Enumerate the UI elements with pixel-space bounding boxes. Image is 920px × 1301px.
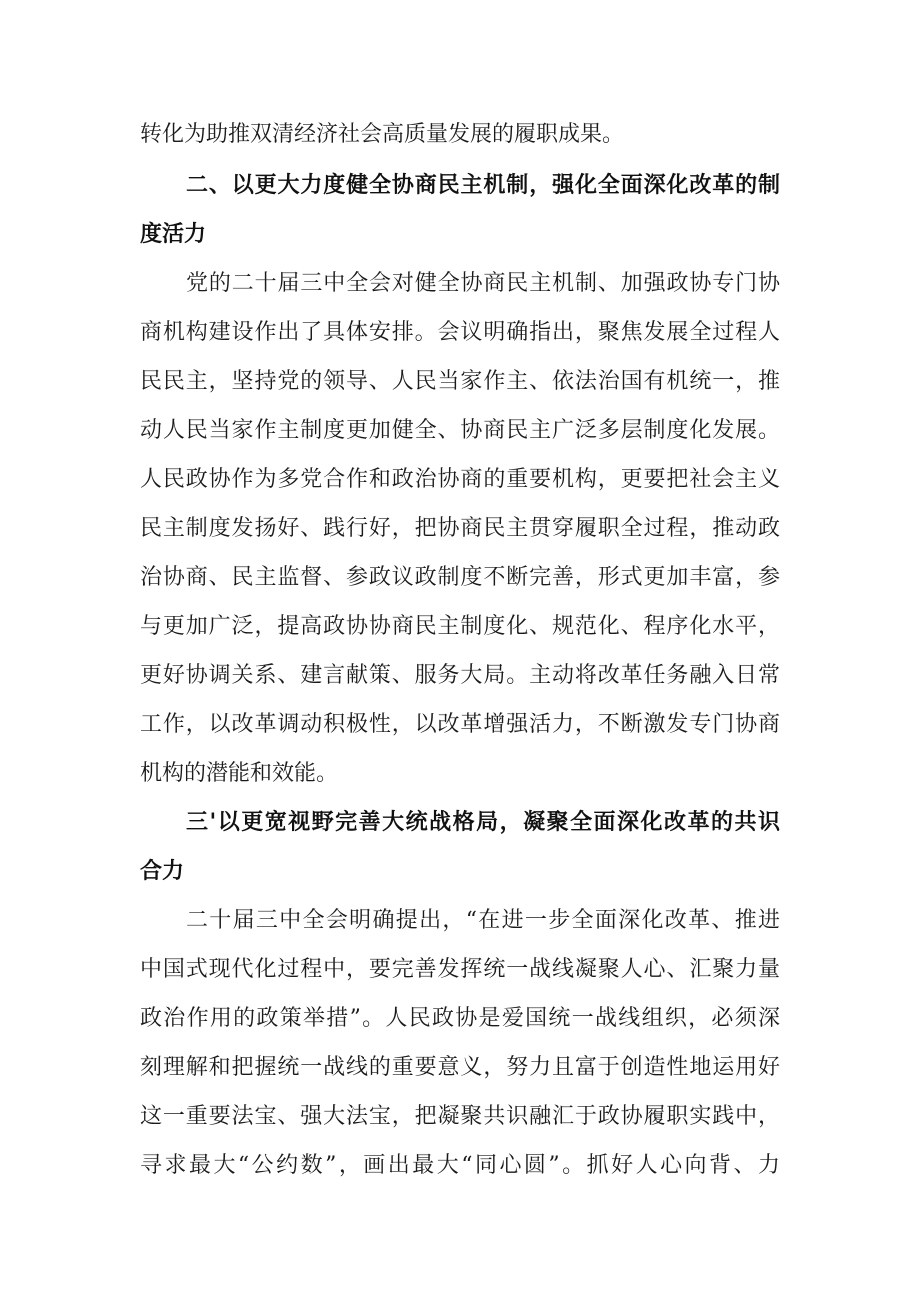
section2-body-line: 商机构建设作出了具体安排。会议明确指出，聚焦发展全过程人 bbox=[140, 320, 780, 345]
section3-body-line: 中国式现代化过程中，要完善发挥统一战线凝聚人心、汇聚力量 bbox=[140, 957, 780, 982]
section2-body-line: 人民政协作为多党合作和政治协商的重要机构，更要把社会主义 bbox=[140, 467, 780, 492]
section2-body-line: 民民主，坚持党的领导、人民当家作主、依法治国有机统一，推 bbox=[140, 369, 780, 394]
section2-heading-line-1: 二、以更大力度健全协商民主机制，强化全面深化改革的制 bbox=[186, 173, 780, 198]
section3-body-line: 政治作用的政策举措”。人民政协是爱国统一战线组织，必须深 bbox=[140, 1006, 780, 1031]
section2-body-line: 机构的潜能和效能。 bbox=[140, 761, 339, 786]
section3-body-line: 刻理解和把握统一战线的重要意义，努力且富于创造性地运用好 bbox=[140, 1055, 780, 1080]
section2-body-line: 工作，以改革调动积极性，以改革增强活力，不断激发专门协商 bbox=[140, 712, 780, 737]
opening-line: 转化为助推双清经济社会高质量发展的履职成果。 bbox=[140, 122, 625, 147]
section3-heading-line-2: 合力 bbox=[140, 859, 185, 884]
section2-body-line: 党的二十届三中全会对健全协商民主机制、加强政协专门协 bbox=[186, 271, 780, 296]
section2-body-line: 民主制度发扬好、践行好，把协商民主贯穿履职全过程，推动政 bbox=[140, 516, 780, 541]
section2-body-line: 与更加广泛，提高政协协商民主制度化、规范化、程序化水平， bbox=[140, 614, 780, 639]
section3-heading-line-1: 三'以更宽视野完善大统战格局，凝聚全面深化改革的共识 bbox=[186, 810, 780, 835]
section3-body-line: 这一重要法宝、强大法宝，把凝聚共识融汇于政协履职实践中， bbox=[140, 1104, 780, 1129]
section3-body-line: 二十届三中全会明确提出，“在进一步全面深化改革、推进 bbox=[186, 908, 780, 933]
section2-body-line: 动人民当家作主制度更加健全、协商民主广泛多层制度化发展。 bbox=[140, 418, 780, 443]
section2-heading-line-2: 度活力 bbox=[140, 222, 207, 247]
section2-body-line: 更好协调关系、建言献策、服务大局。主动将改革任务融入日常 bbox=[140, 663, 780, 688]
section3-body-line: 寻求最大“公约数”，画出最大“同心圆”。抓好人心向背、力 bbox=[140, 1153, 780, 1178]
section2-body-line: 治协商、民主监督、参政议政制度不断完善，形式更加丰富，参 bbox=[140, 565, 780, 590]
